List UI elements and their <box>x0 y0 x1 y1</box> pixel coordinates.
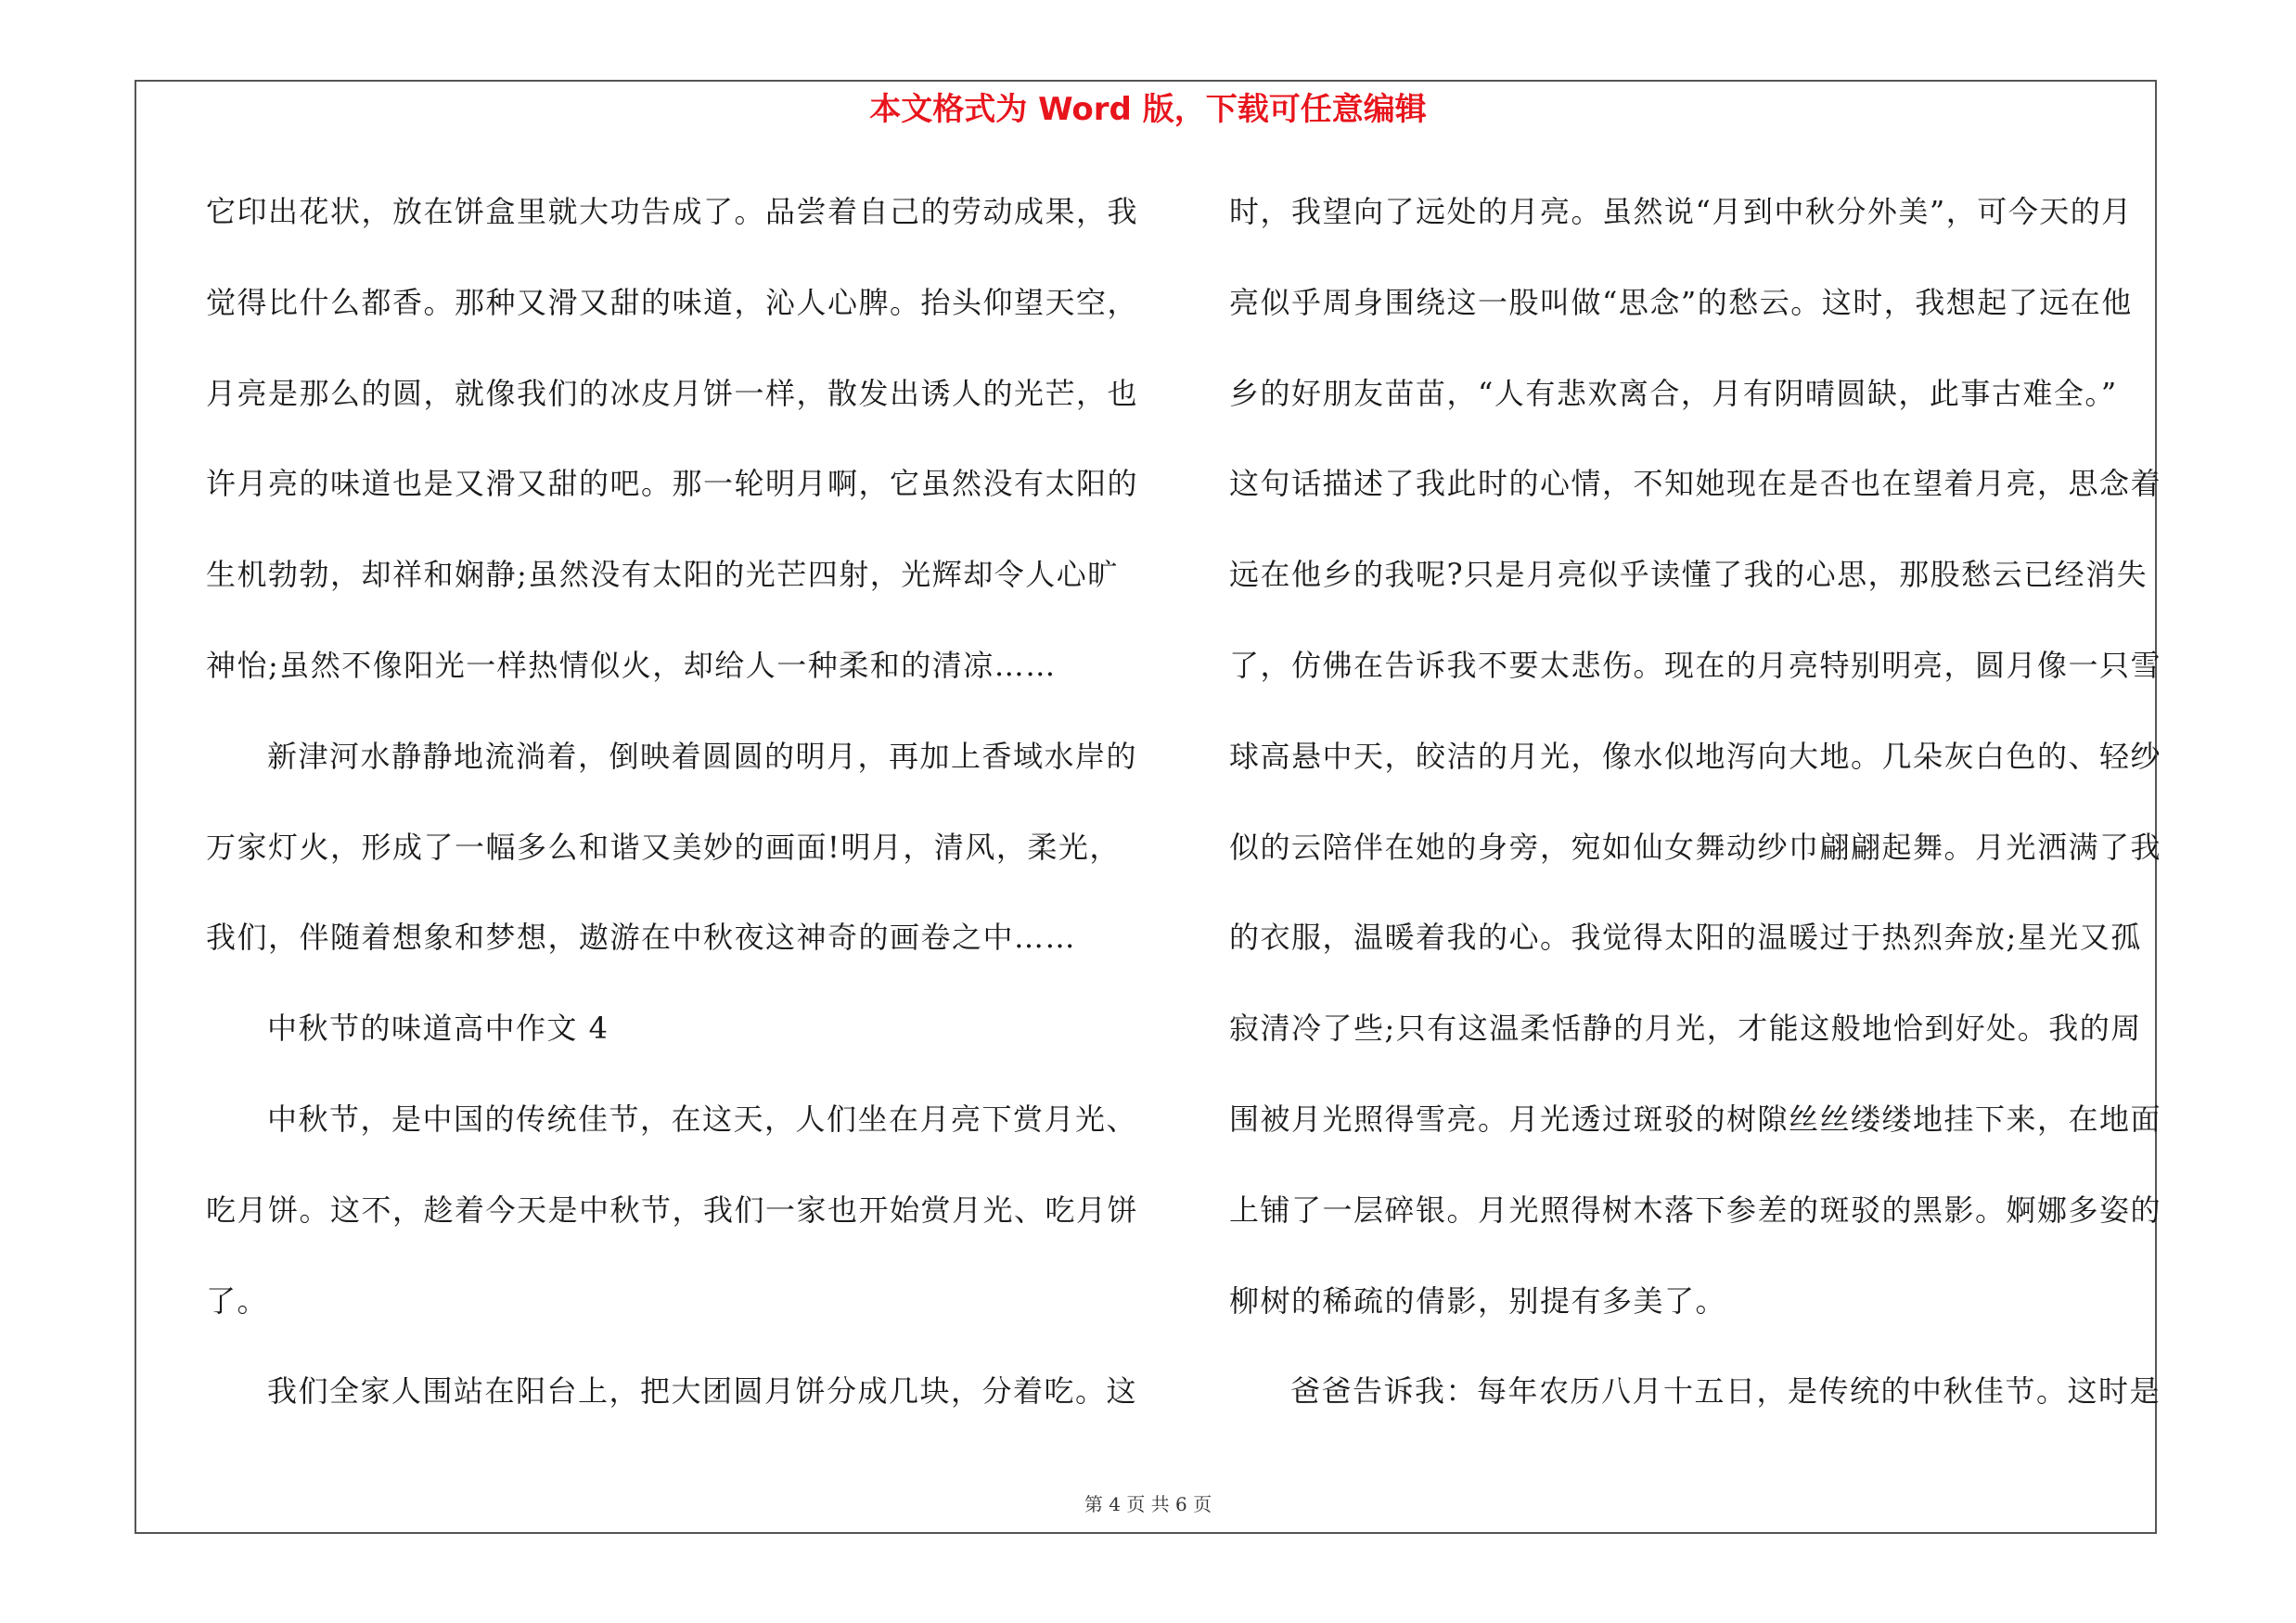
text-line: 柳树的稀疏的倩影，别提有多美了。 <box>1229 1282 1727 1319</box>
paragraph-start-line: 爸爸告诉我：每年农历八月十五日，是传统的中秋佳节。这时是 <box>1290 1373 2161 1410</box>
text-line: 亮似乎周身围绕这一股叫做“思念”的愁云。这时，我想起了远在他 <box>1229 284 2133 320</box>
text-line: 了。 <box>206 1282 269 1319</box>
text-line: 许月亮的味道也是又滑又甜的吧。那一轮明月啊，它虽然没有太阳的 <box>206 466 1139 502</box>
text-line: 这句话描述了我此时的心情，不知她现在是否也在望着月亮，思念着 <box>1229 466 2162 502</box>
text-line: 了，仿佛在告诉我不要太悲伤。现在的月亮特别明亮，圆月像一只雪 <box>1229 647 2162 683</box>
text-line: 球高悬中天，皎洁的月光，像水似地泻向大地。几朵灰白色的、轻纱 <box>1229 738 2162 774</box>
paragraph-start-line: 新津河水静静地流淌着，倒映着圆圆的明月，再加上香域水岸的 <box>267 738 1138 774</box>
text-line: 远在他乡的我呢?只是月亮似乎读懂了我的心思，那股愁云已经消失 <box>1229 557 2148 593</box>
right-column <box>1229 184 2162 1454</box>
text-line: 它印出花状，放在饼盒里就大功告成了。品尝着自己的劳动成果，我 <box>206 194 1139 229</box>
text-line: 时，我望向了远处的月亮。虽然说“月到中秋分外美”，可今天的月 <box>1229 194 2133 229</box>
text-line: 的衣服，温暖着我的心。我觉得太阳的温暖过于热烈奔放;星光又孤 <box>1229 920 2142 956</box>
paragraph-start-line: 我们全家人围站在阳台上，把大团圆月饼分成几块，分着吃。这 <box>267 1373 1138 1410</box>
page-number: 第 4 页 共 6 页 <box>1084 1493 1212 1515</box>
header-banner: 本文格式为 Word 版，下载可任意编辑 <box>869 91 1427 128</box>
text-line: 月亮是那么的圆，就像我们的冰皮月饼一样，散发出诱人的光芒，也 <box>206 375 1139 411</box>
paragraph-start-line: 中秋节，是中国的传统佳节，在这天，人们坐在月亮下赏月光、 <box>267 1101 1138 1137</box>
text-line: 生机勃勃，却祥和娴静;虽然没有太阳的光芒四射，光辉却令人心旷 <box>206 557 1119 593</box>
text-line: 万家灯火，形成了一幅多么和谐又美妙的画面!明月，清风，柔光， <box>206 829 1121 865</box>
text-line: 寂清冷了些;只有这温柔恬静的月光，才能这般地恰到好处。我的周 <box>1229 1011 2142 1047</box>
text-line: 吃月饼。这不，趁着今天是中秋节，我们一家也开始赏月光、吃月饼 <box>206 1191 1139 1228</box>
text-line: 神怡;虽然不像阳光一样热情似火，却给人一种柔和的清凉…… <box>206 647 1057 683</box>
text-line: 上铺了一层碎银。月光照得树木落下参差的斑驳的黑影。婀娜多姿的 <box>1229 1191 2162 1228</box>
text-line: 围被月光照得雪亮。月光透过斑驳的树隙丝丝缕缕地挂下来，在地面 <box>1229 1101 2162 1137</box>
text-line: 似的云陪伴在她的身旁，宛如仙女舞动纱巾翩翩起舞。月光洒满了我 <box>1229 829 2162 865</box>
left-column <box>206 184 1139 1454</box>
text-line: 我们，伴随着想象和梦想，遨游在中秋夜这神奇的画卷之中…… <box>206 920 1077 956</box>
text-line: 乡的好朋友苗苗，“人有悲欢离合，月有阴晴圆缺，此事古难全。” <box>1229 375 2118 411</box>
text-line: 觉得比什么都香。那种又滑又甜的味道，沁人心脾。抬头仰望天空， <box>206 284 1139 320</box>
section-heading: 中秋节的味道高中作文 4 <box>267 1011 609 1047</box>
